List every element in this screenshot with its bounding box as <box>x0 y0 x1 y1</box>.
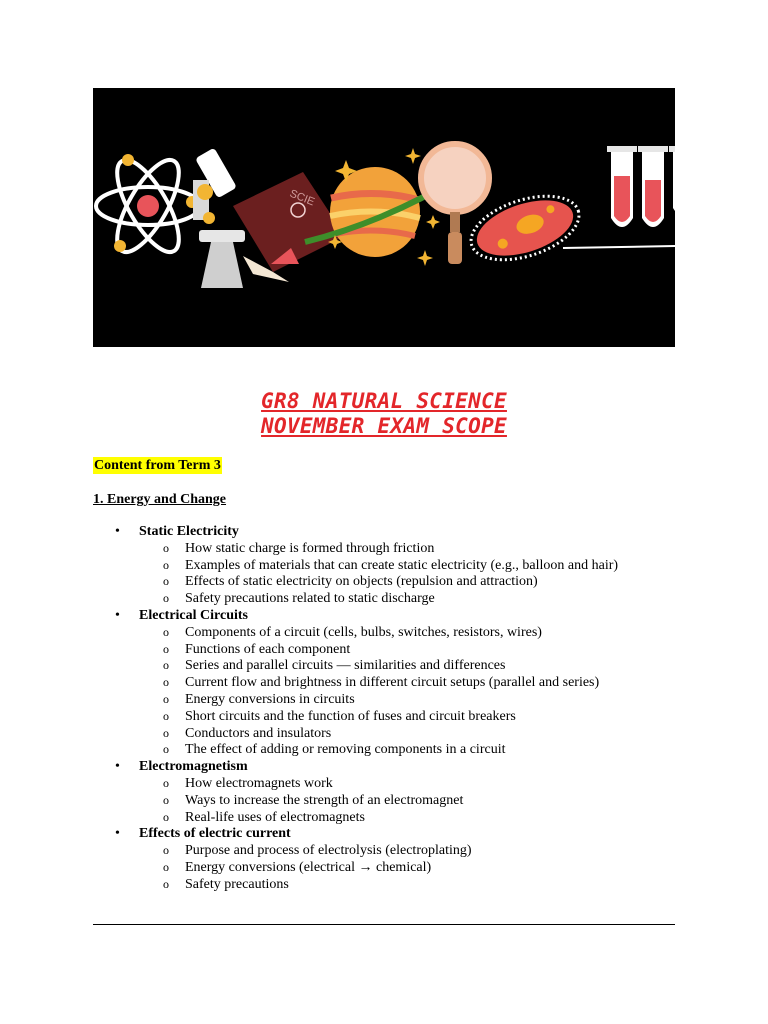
list-item: o Safety precautions related to static discharge <box>93 591 618 608</box>
topic-name: Static Electricity <box>139 524 239 539</box>
atom-icon <box>96 151 200 260</box>
page-title <box>0 389 768 439</box>
topic-name: Electromagnetism <box>139 759 248 775</box>
list-item: o Series and parallel circuits — similarities and differences <box>93 658 618 675</box>
list-item: o Components of a circuit (cells, bulbs, switches, resistors, wires) <box>93 625 618 642</box>
list-item: o How static charge is formed through friction <box>93 541 618 558</box>
book-icon <box>233 172 345 282</box>
list-item: o Conductors and insulators <box>93 726 618 743</box>
list-item: o The effect of adding or removing components in a circuit <box>93 742 618 759</box>
list-item: o Effects of static electricity on objects (repulsion and attraction) <box>93 574 618 591</box>
term-heading: Content from Term 3 <box>94 458 221 473</box>
topic-electromagnetism <box>93 759 618 776</box>
title-line-1: GR8 NATURAL SCIENCE <box>261 389 507 413</box>
topic-name: Effects of electric current <box>139 826 291 842</box>
topic-static-electricity <box>93 524 618 541</box>
list-item: o Energy conversions in circuits <box>93 692 618 709</box>
topic-name: Electrical Circuits <box>139 607 248 623</box>
section-heading: 1. Energy and Change <box>93 492 227 507</box>
list-item: o Energy conversions (electrical → chemical) <box>93 860 618 877</box>
list-item: o Safety precautions <box>93 877 618 894</box>
topic-list <box>93 524 618 894</box>
science-banner-art <box>93 88 675 347</box>
topic-electrical-circuits <box>93 608 618 625</box>
list-item: o Current flow and brightness in different circuit setups (parallel and series) <box>93 675 618 692</box>
list-item: o Real-life uses of electromagnets <box>93 810 618 827</box>
list-item: o Purpose and process of electrolysis (electroplating) <box>93 843 618 860</box>
list-item: o Short circuits and the function of fuses and circuit breakers <box>93 709 618 726</box>
list-item: o Ways to increase the strength of an electromagnet <box>93 793 618 810</box>
microscope-icon <box>193 148 245 288</box>
footer-divider <box>93 924 675 925</box>
list-item: o How electromagnets work <box>93 776 618 793</box>
list-item: o Functions of each component <box>93 642 618 659</box>
topic-effects-of-electric-current <box>93 826 618 843</box>
title-line-2: NOVEMBER EXAM SCOPE <box>261 414 507 438</box>
list-item: o Examples of materials that can create static electricity (e.g., balloon and hair) <box>93 558 618 575</box>
test-tubes-icon <box>563 146 675 248</box>
science-banner <box>93 88 675 347</box>
book-label: SCIE <box>287 187 317 209</box>
